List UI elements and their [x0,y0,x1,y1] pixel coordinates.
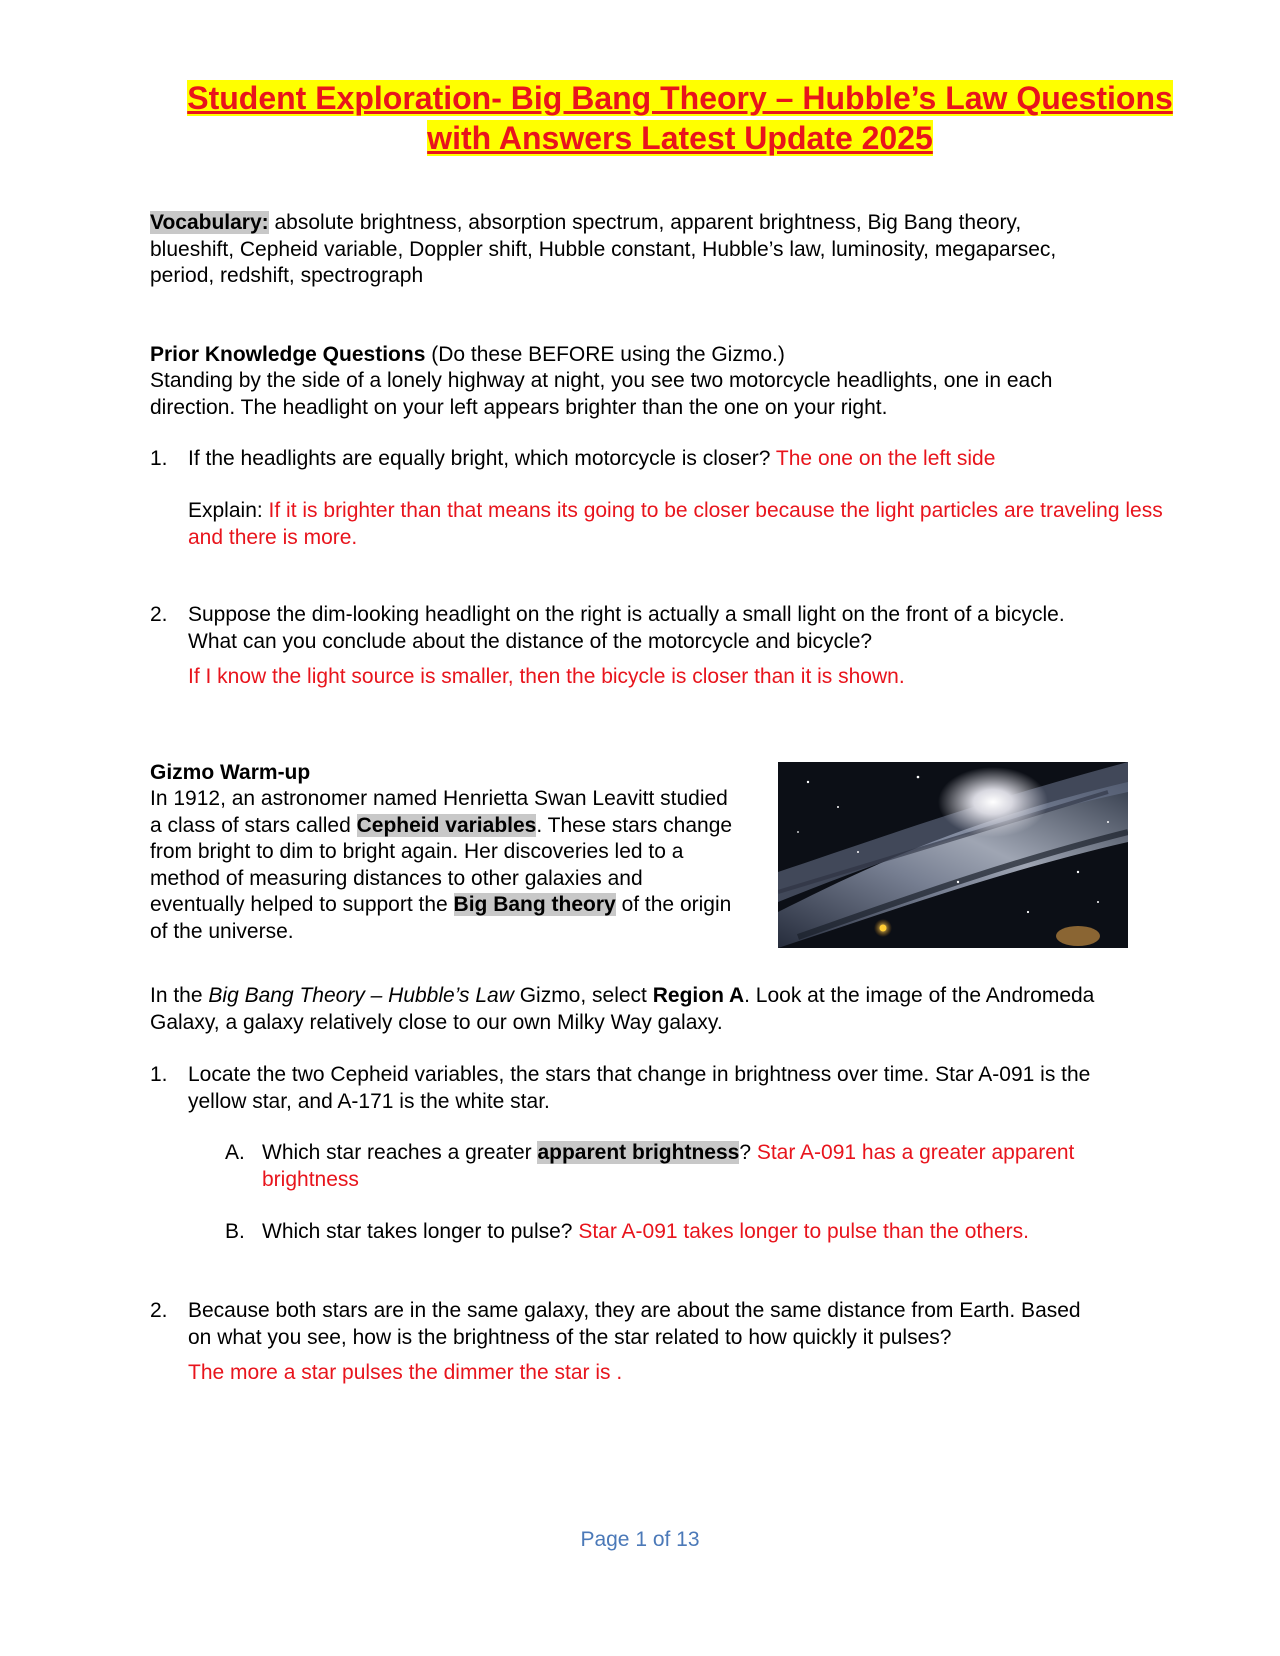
warmup-q1-text: Locate the two Cepheid variables, the stars that change in brightness over time. Star A-091 is the yellow star, and A-171 is the white star. [188,1063,1091,1113]
vocabulary-label: Vocabulary: [150,211,269,234]
prior-q1-answer: The one on the left side [775,447,996,470]
prior-knowledge-intro: Standing by the side of a lonely highway at night, you see two motorcycle headlights, one in each direction. The headlight on your left appears brighter than the one on your right. [150,369,1053,419]
region-a-label: Region A [652,984,745,1007]
prior-q2-number: 2. [150,603,168,626]
prior-q1-explain [188,498,1198,551]
warmup-qa-text-b: ? [739,1141,757,1164]
warmup-p2-text-b: Gizmo, select [513,984,653,1007]
warmup-p1-text-a: In 1912, an astronomer named Henrietta Swan Leavitt studied a class of stars called [150,787,728,837]
page-number: Page 1 of 13 [580,1528,700,1551]
warmup-qa [262,1140,1162,1193]
warmup-p1-text-b: . These stars change from bright to dim to bright again. Her discoveries led to a method of measuring distances to other galaxies and eventually helped to support the [150,813,733,916]
prior-q2-answer: If I know the light source is smaller, then the bicycle is closer than it is shown. [188,665,905,688]
explain-answer: If it is brighter than that means its going to be closer because the light particles are traveling less and there is more. [188,499,1163,549]
warmup-qa-number: A. [225,1141,245,1164]
warmup-q2-text: Because both stars are in the same galaxy, they are about the same distance from Earth. Based on what you see, how is the brightness of the star related to how quickly it pulses? [188,1299,1081,1349]
term-cepheid-variables: Cepheid variables [356,813,537,837]
title-line-1: Student Exploration- Big Bang Theory – Hubble’s Law Questions [187,80,1173,116]
document-title [150,78,1210,158]
prior-knowledge-note: (Do these BEFORE using the Gizmo.) [425,343,785,366]
vocabulary-text: absolute brightness, absorption spectrum, apparent brightness, Big Bang theory, blueshift, Cepheid variable, Doppler shift, Hubble constant, Hubble’s law, luminosity, megaparsec, period, redshift, spectrograph [150,211,1057,287]
term-big-bang-theory: Big Bang theory [453,893,616,916]
warmup-q2-number: 2. [150,1299,168,1322]
gizmo-name: Big Bang Theory – Hubble’s Law [208,984,514,1007]
warmup-qb [262,1219,1162,1246]
prior-knowledge-heading-line [150,342,1110,369]
warmup-qa-text-a: Which star reaches a greater [262,1141,538,1164]
warmup-qb-text: Which star takes longer to pulse? [262,1220,579,1243]
andromeda-galaxy-image [778,762,1128,948]
term-apparent-brightness: apparent brightness [537,1141,740,1164]
warmup-p1-text-c: of the origin of the universe. [150,893,732,943]
warmup-paragraph-2 [150,983,1110,1036]
prior-q2-text: Suppose the dim-looking headlight on the right is actually a small light on the front of a bicycle. What can you conclude about the distance of the motorcycle and bicycle? [188,603,1065,653]
prior-q1 [188,446,1168,473]
prior-q1-number: 1. [150,447,168,470]
warmup-paragraph-1 [150,786,740,945]
warmup-heading: Gizmo Warm-up [150,761,311,784]
warmup-q1-number: 1. [150,1063,168,1086]
warmup-qb-answer: Star A-091 takes longer to pulse than the others. [578,1220,1029,1243]
title-line-2: with Answers Latest Update 2025 [427,120,933,156]
warmup-p2-text-a: In the [150,984,209,1007]
warmup-qb-number: B. [225,1220,245,1243]
prior-q1-text: If the headlights are equally bright, which motorcycle is closer? [188,447,776,470]
warmup-p2-text-c: . Look at the image of the Andromeda Galaxy, a galaxy relatively close to our own Milky Way galaxy. [150,984,1095,1034]
warmup-q2-answer: The more a star pulses the dimmer the star is . [188,1361,623,1384]
vocabulary-paragraph [150,210,1110,290]
warmup-qa-answer: Star A-091 has a greater apparent brightness [262,1141,1075,1191]
explain-label: Explain: [188,499,269,522]
prior-knowledge-heading: Prior Knowledge Questions [150,343,426,366]
